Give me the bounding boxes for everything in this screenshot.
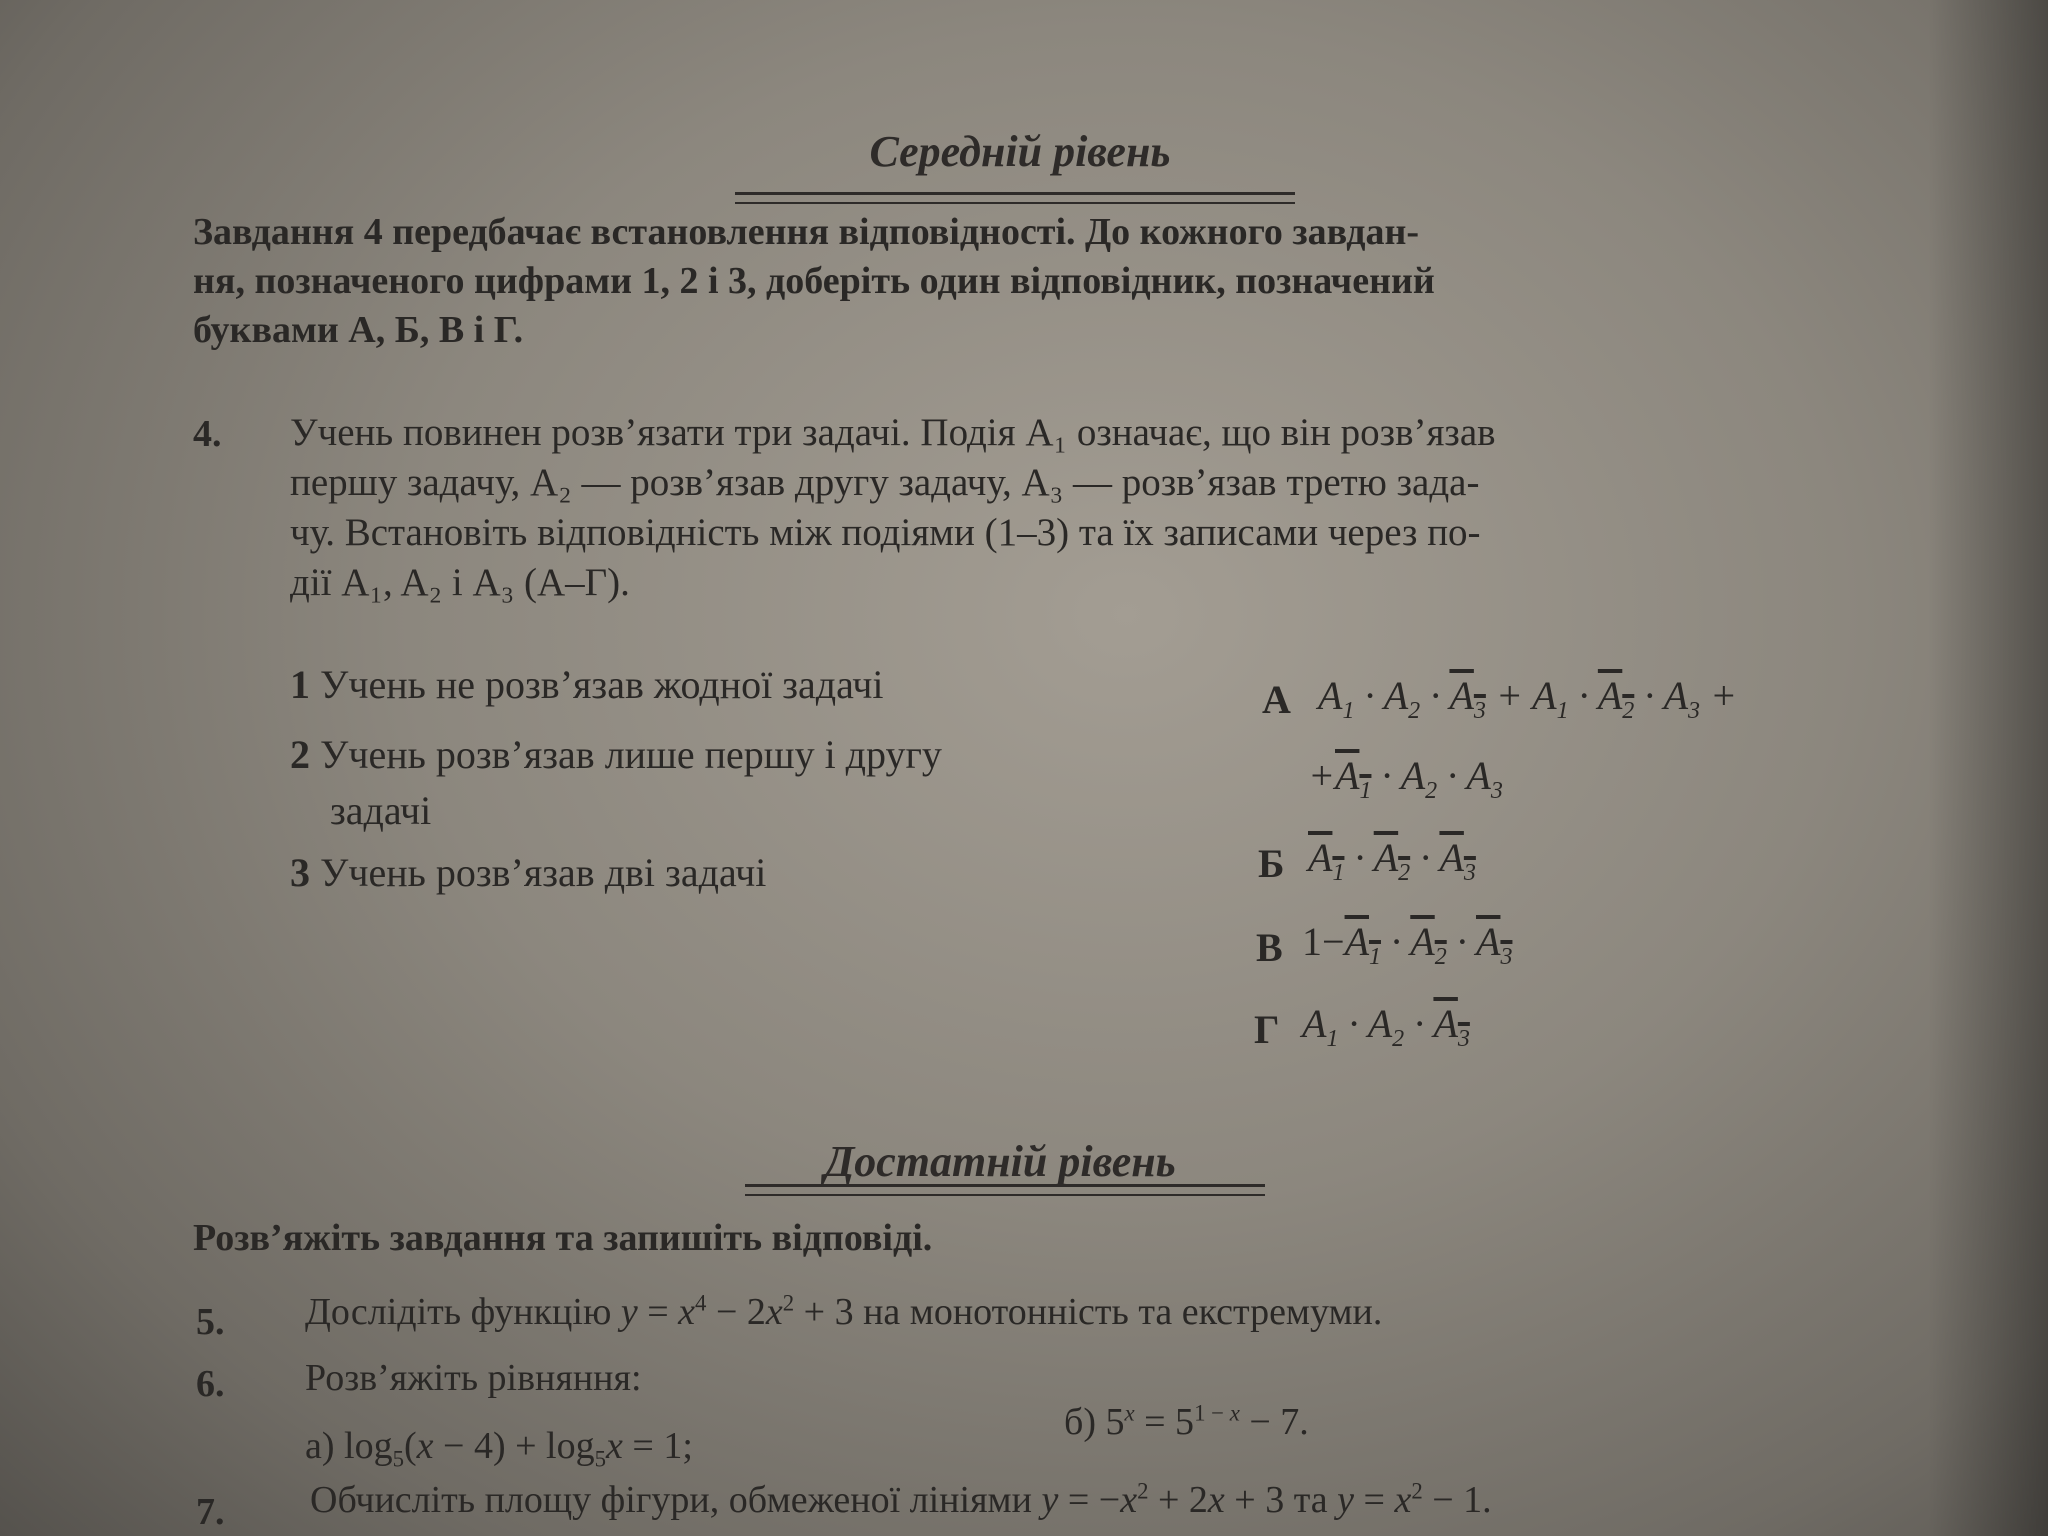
task5-statement — [305, 1290, 1382, 1334]
instruction-line: буквами А, Б, В і Г. — [193, 309, 524, 351]
task-number: 7. — [196, 1491, 225, 1533]
task7-curve-2: $y = x^2 - 1$. — [1337, 1478, 1492, 1521]
instruction-line: Завдання 4 передбачає встановлення відповідності. До кожного завдан- — [193, 211, 1420, 253]
option-letter-v: В — [1256, 925, 1283, 970]
task6-part-b — [1064, 1400, 1309, 1444]
task6-statement: Розв’яжіть рівняння: — [305, 1357, 642, 1399]
task-number: 4. — [193, 413, 222, 455]
task6-part-a — [305, 1424, 693, 1473]
task7-text-before: Обчисліть площу фігури, обмеженої лініями — [310, 1479, 1032, 1521]
option-v-formula: $1-A_1 \cdot A_2 \cdot A_3$ — [1302, 919, 1513, 970]
item-number: 1 — [290, 662, 310, 707]
task5-text-after: на монотонність та екстремуми. — [863, 1291, 1383, 1333]
statement-line: Учень повинен розв’язати три задачі. Подія A₁ означає, що він розв’язав — [290, 411, 1496, 454]
section-heading-medium: Середній рівень — [869, 127, 1171, 176]
item-number: 2 — [290, 732, 310, 777]
option-letter-b: Б — [1258, 841, 1285, 886]
option-letter-g: Г — [1254, 1007, 1280, 1052]
match-item-3 — [290, 848, 766, 898]
option-letter-a: А — [1262, 677, 1291, 722]
part-a-label: а) — [305, 1425, 335, 1467]
task-number: 6. — [196, 1363, 225, 1405]
part-b-label: б) — [1064, 1401, 1096, 1443]
heading-underline-medium — [735, 192, 1295, 204]
statement-line: чу. Встановіть відповідність між подіями (1–3) та їх записами через по- — [290, 511, 1481, 554]
task4-statement — [290, 408, 1820, 608]
task7-statement — [310, 1478, 1492, 1522]
statement-line: першу задачу, A₂ — розв’язав другу задачу, A₃ — розв’язав третю зада- — [290, 461, 1480, 504]
match-item-2-continued — [330, 786, 431, 836]
task5-text-before: Дослідіть функцію — [305, 1291, 612, 1333]
task7-curve-1: $y = -x^2 + 2x + 3$ — [1041, 1478, 1285, 1521]
task5-formula: $y = x^4 - 2x^2 + 3$ — [620, 1290, 854, 1333]
statement-line: дії A₁, A₂ і A₃ (А–Г). — [290, 561, 630, 604]
option-a-formula-continued: $+A_1 \cdot A_2 \cdot A_3$ — [1308, 753, 1503, 804]
task-number: 5. — [196, 1301, 225, 1343]
medium-instruction — [193, 208, 1833, 355]
item-text: Учень не розв’язав жодної задачі — [320, 662, 884, 707]
item-text: Учень розв’язав лише першу і другу — [320, 732, 942, 777]
part-a-equation: $\log_5(x - 4) + \log_5x = 1$; — [344, 1425, 693, 1472]
item-text: задачі — [330, 788, 432, 833]
match-item-2 — [290, 730, 942, 780]
item-number: 3 — [290, 850, 310, 895]
instruction-line: ня, позначеного цифрами 1, 2 і 3, доберіть один відповідник, позначений — [193, 260, 1435, 302]
item-text: Учень розв’язав дві задачі — [320, 850, 767, 895]
sufficient-instruction: Розв’яжіть завдання та запишіть відповіді. — [193, 1217, 933, 1259]
option-a-formula: $A_1 \cdot A_2 \cdot A_3 + A_1 \cdot A_2 \cdot A_3$ + — [1318, 673, 1738, 724]
match-item-1 — [290, 660, 884, 710]
page-edge-shadow — [1928, 0, 2048, 1536]
option-g-formula: $A_1 \cdot A_2 \cdot A_3$ — [1302, 1001, 1470, 1052]
heading-underline-sufficient — [745, 1184, 1265, 1196]
task7-connector: та — [1293, 1479, 1328, 1521]
section-heading-sufficient: Достатній рівень — [824, 1137, 1176, 1186]
option-b-formula: $A_1 \cdot A_2 \cdot A_3$ — [1308, 835, 1476, 886]
part-b-equation: $5^x = 5^{1 - x} - 7$. — [1105, 1400, 1309, 1443]
